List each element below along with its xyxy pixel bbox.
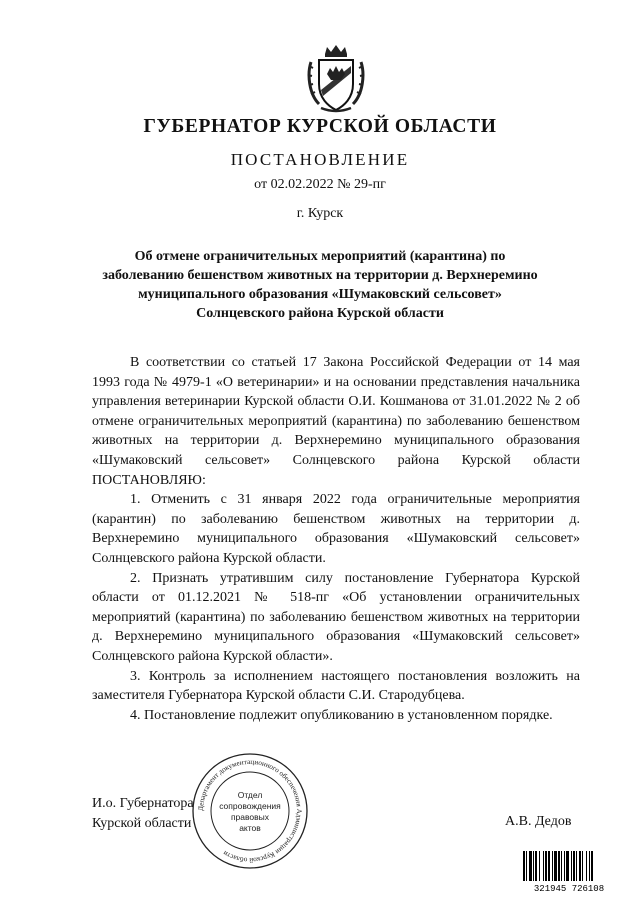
document-stamp xyxy=(190,751,310,871)
position-line: И.о. Губернатора xyxy=(92,796,194,811)
stamp-ring-text: Департамент документационного обеспечения Администрации Курской области xyxy=(196,757,304,865)
barcode-bar xyxy=(564,851,565,881)
stamp-line: сопровождения xyxy=(219,801,281,811)
stamp-line: актов xyxy=(239,823,261,833)
signatory-name: А.В. Дедов xyxy=(505,814,572,829)
barcode-bar xyxy=(543,851,544,881)
position-line: Курской области xyxy=(92,815,192,831)
barcode-bar xyxy=(533,851,534,881)
barcode-bar xyxy=(586,851,587,881)
signatory-position xyxy=(92,794,194,833)
barcode-bar xyxy=(539,851,540,881)
barcode-bar xyxy=(554,851,557,881)
clause-3: 3. Контроль за исполнением настоящего постановления возложить на заместителя Губернатора Курской области С.И. Стародубцева. xyxy=(92,668,580,704)
clause-2: 2. Признать утратившим силу постановление Губернатора Курской области от 01.12.2021 № 518-пг «Об установлении ограничительных мероприятий (карантина) по заболеванию бешенством животных на территории д. Верхнеремино муниципального образования «Шумаковский сельсовет» Солнцевского района Курской области». xyxy=(92,570,580,664)
barcode-bar xyxy=(579,851,581,881)
city: г. Курск xyxy=(296,206,344,221)
barcode-bar xyxy=(571,851,572,881)
decree-body xyxy=(92,353,580,725)
barcode-bar xyxy=(548,851,550,881)
barcode-bar xyxy=(576,851,577,881)
barcode-bar xyxy=(552,851,553,881)
kursk-coat-of-arms-icon xyxy=(307,44,365,114)
preamble-paragraph: В соответствии со статьей 17 Закона Российской Федерации от 14 мая 1993 года № 4979-1 «О ветеринарии» и на основании представления начальника управления ветеринарии Курской области О.И. Кошманова от 31.01.2022 № 2 об отмене ограничительных мероприятий (карантина) по заболеванию бешенством животных на территории д. Верхнеремино муниципального образования «Шумаковский сельсовет» Солнцевского района Курской области ПОСТАНОВЛЯЮ: xyxy=(92,355,580,488)
barcode-bar xyxy=(566,851,569,881)
barcode-bars xyxy=(523,851,593,881)
decree-subject xyxy=(90,247,550,323)
barcode-number: 321945 726108 xyxy=(533,884,605,893)
barcode-bar xyxy=(591,851,593,881)
stamp-line: правовых xyxy=(230,812,270,822)
barcode-bar xyxy=(545,851,547,881)
barcode-bar xyxy=(558,851,560,881)
subject-line: Об отмене ограничительных мероприятий (карантина) по xyxy=(134,249,506,264)
barcode-bar xyxy=(573,851,575,881)
document-type: ПОСТАНОВЛЕНИЕ xyxy=(230,150,410,169)
decree-date-number: от 02.02.2022 № 29-пг xyxy=(254,177,386,192)
barcode-bar xyxy=(526,851,527,881)
subject-line: Солнцевского района Курской области xyxy=(196,306,444,321)
barcode xyxy=(522,851,616,893)
barcode-bar xyxy=(589,851,590,881)
subject-line: муниципального образования «Шумаковский сельсовет» xyxy=(138,287,502,302)
barcode-bar xyxy=(535,851,537,881)
stamp-line: Отдел xyxy=(237,790,263,800)
clause-1: 1. Отменить с 31 января 2022 года ограничительные мероприятия (карантин) по заболеванию бешенством животных на территории д. Верхнеремино муниципального образования «Шумаковский сельсовет» Солнцевского района Курской области. xyxy=(92,492,580,566)
barcode-bar xyxy=(529,851,532,881)
barcode-bar xyxy=(523,851,525,881)
subject-line: заболеванию бешенством животных на территории д. Верхнеремино xyxy=(102,268,538,283)
barcode-bar xyxy=(561,851,562,881)
clause-4: 4. Постановление подлежит опубликованию в установленном порядке. xyxy=(130,707,553,723)
authority-title: ГУБЕРНАТОР КУРСКОЙ ОБЛАСТИ xyxy=(143,116,497,137)
barcode-bar xyxy=(582,851,583,881)
